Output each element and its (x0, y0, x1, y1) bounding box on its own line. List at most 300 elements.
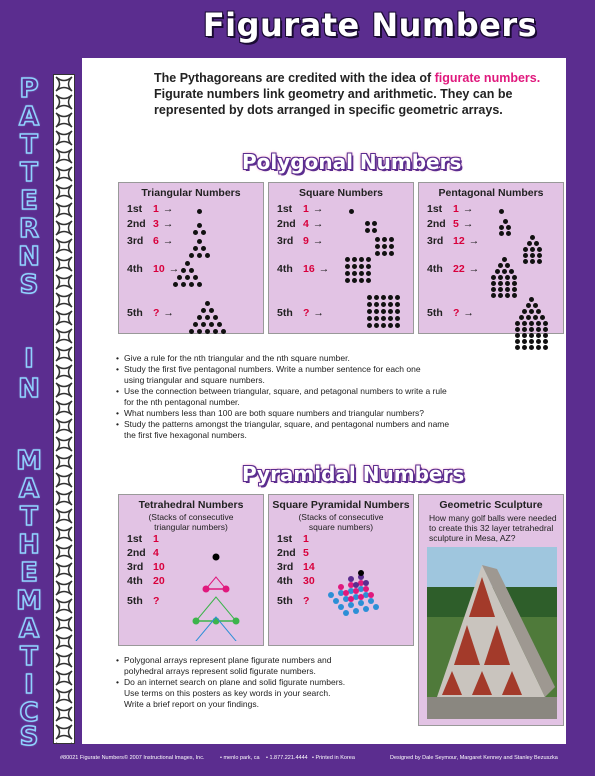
dot (530, 259, 535, 264)
dot (197, 329, 202, 334)
dot (359, 271, 364, 276)
dot (185, 275, 190, 280)
dot (388, 323, 393, 328)
dot (498, 287, 503, 292)
dot (365, 221, 370, 226)
dot (395, 323, 400, 328)
row-3 (427, 235, 479, 247)
arrow-icon: → (463, 307, 474, 319)
dot (366, 264, 371, 269)
dot (213, 315, 218, 320)
row-label: 3rd (277, 561, 294, 573)
dot (366, 278, 371, 283)
footer-credits: Designed by Dale Seymour, Margaret Kenney and Stanley Bezuszka (390, 755, 558, 761)
row-label: 4th (277, 263, 293, 275)
row-value: 16 (303, 263, 315, 275)
footer (60, 752, 590, 766)
arrow-icon: → (163, 307, 174, 319)
question-line: • What numbers less than 100 are both square numbers and triangular numbers? (124, 408, 425, 418)
dot (543, 321, 548, 326)
row-1 (277, 203, 323, 215)
dot (512, 275, 517, 280)
dot (536, 345, 541, 350)
dot (502, 257, 507, 262)
dot (359, 264, 364, 269)
dot (523, 247, 528, 252)
row-label: 1st (277, 203, 293, 215)
row-4 (127, 575, 165, 587)
dot (536, 333, 541, 338)
dot (367, 302, 372, 307)
dot (197, 209, 202, 214)
dot (534, 241, 539, 246)
side-letter: H (18, 530, 40, 560)
dot (515, 339, 520, 344)
dot (527, 241, 532, 246)
row-2 (127, 547, 159, 559)
row-4 (277, 263, 329, 275)
side-letter: T (20, 502, 38, 532)
intro-part1: The Pythagoreans are credited with the idea of (154, 71, 435, 85)
dot (491, 287, 496, 292)
row-5 (127, 307, 174, 319)
panel-square (268, 182, 414, 334)
dot (522, 333, 527, 338)
row-value: ? (303, 307, 310, 319)
sculpture-line: to create this 32 layer tetrahedral (429, 523, 554, 533)
dot (529, 297, 534, 302)
panel-title: Square Pyramidal Numbers (272, 499, 410, 511)
side-letter: E (20, 186, 38, 216)
dot (533, 303, 538, 308)
sculpture-text (429, 513, 559, 543)
dot (530, 247, 535, 252)
row-label: 5th (277, 307, 293, 319)
dot (201, 246, 206, 251)
celtic-knot-border (53, 74, 75, 744)
dot (526, 303, 531, 308)
row-1 (427, 203, 473, 215)
dot (529, 321, 534, 326)
dot (375, 244, 380, 249)
dot (503, 219, 508, 224)
panel-title: Square Numbers (298, 187, 384, 199)
side-letter: E (20, 558, 38, 588)
side-letter: T (20, 158, 38, 188)
question-line: Write a brief report on your findings. (124, 699, 259, 709)
dot (189, 253, 194, 258)
row-label: 1st (127, 533, 143, 545)
dot (499, 209, 504, 214)
dot (395, 302, 400, 307)
row-value: 1 (153, 203, 159, 215)
row-value: 22 (453, 263, 465, 275)
question-item (116, 419, 556, 441)
panel-title: Triangular Numbers (141, 187, 241, 199)
side-letter: T (20, 642, 38, 672)
dot (537, 247, 542, 252)
row-label: 4th (127, 263, 143, 275)
row-5 (277, 307, 324, 319)
row-value: 5 (453, 218, 459, 230)
panel-title: Tetrahedral Numbers (138, 499, 244, 511)
dot (205, 315, 210, 320)
dot (374, 316, 379, 321)
intro-highlight: figurate numbers. (434, 71, 541, 85)
dot (536, 327, 541, 332)
row-label: 3rd (127, 561, 144, 573)
dot (205, 253, 210, 258)
dot (536, 321, 541, 326)
polygonal-heading: Polygonal Numbers (242, 150, 462, 174)
dot (529, 327, 534, 332)
dot (491, 275, 496, 280)
dot (498, 281, 503, 286)
footer-copyright: © 2007 Instructional Images, Inc. (124, 755, 205, 761)
row-3 (277, 235, 323, 247)
dot (498, 263, 503, 268)
dot (529, 345, 534, 350)
arrow-icon: → (162, 235, 174, 247)
footer-location: • menlo park, ca (220, 755, 260, 761)
row-value: 14 (303, 561, 315, 573)
dot (193, 275, 198, 280)
dot (388, 295, 393, 300)
footer-printed: • Printed in Korea (312, 755, 355, 761)
dot (389, 237, 394, 242)
row-value: 10 (153, 263, 165, 275)
dot (349, 209, 354, 214)
subtitle-line: square numbers) (308, 522, 374, 532)
intro-text (154, 70, 554, 118)
sculpture-line: How many golf balls were needed (429, 513, 557, 523)
question-line: Use terms on this posters as key words in your search. (124, 688, 331, 698)
row-value: 1 (303, 203, 309, 215)
dot (388, 316, 393, 321)
content-area (82, 58, 566, 744)
question-item (116, 353, 556, 364)
dot (395, 295, 400, 300)
row-label: 3rd (427, 235, 444, 247)
dot (197, 282, 202, 287)
row-value: 4 (303, 218, 309, 230)
row-3 (127, 235, 173, 247)
subtitle-line: (Stacks of consecutive (298, 512, 384, 522)
dot (381, 295, 386, 300)
dot (177, 275, 182, 280)
pyramidal-heading: Pyramidal Numbers (242, 462, 465, 486)
dot (365, 228, 370, 233)
dot (201, 322, 206, 327)
footer-code: #80021 Figurate Numbers (60, 755, 124, 761)
dot (388, 309, 393, 314)
row-label: 2nd (427, 218, 446, 230)
row-1 (127, 533, 159, 545)
subtitle-line: (Stacks of consecutive (148, 512, 234, 522)
dot (352, 278, 357, 283)
dot (512, 287, 517, 292)
dot (515, 321, 520, 326)
question-line: • Study the first five pentagonal numbers. Write a number sentence for each one (124, 364, 421, 374)
row-label: 1st (277, 533, 293, 545)
row-label: 3rd (127, 235, 144, 247)
dot (537, 253, 542, 258)
side-letter: A (18, 614, 40, 644)
dot (345, 257, 350, 262)
question-line: using triangular and square numbers. (124, 375, 265, 385)
row-label: 2nd (127, 218, 146, 230)
row-value: 1 (303, 533, 309, 545)
row-value: 20 (153, 575, 165, 587)
dot (352, 264, 357, 269)
dot (519, 315, 524, 320)
dot (345, 264, 350, 269)
dot (197, 223, 202, 228)
dot (375, 237, 380, 242)
dot (374, 295, 379, 300)
row-4 (127, 263, 179, 275)
dot (352, 271, 357, 276)
arrow-icon: → (462, 203, 474, 215)
row-label: 2nd (127, 547, 146, 559)
row-label: 5th (127, 595, 143, 607)
question-line: • Do an internet search on plane and solid figurate numbers. (124, 677, 346, 687)
dot (375, 251, 380, 256)
side-letter: C (19, 698, 39, 728)
dot (491, 281, 496, 286)
dot (382, 237, 387, 242)
side-letter: S (19, 722, 39, 752)
dot (523, 253, 528, 258)
row-value: ? (153, 307, 160, 319)
question-item (116, 386, 556, 408)
side-letter: M (16, 446, 42, 476)
dot (374, 323, 379, 328)
dot (367, 316, 372, 321)
panel-tetrahedral (118, 494, 264, 646)
row-value: 6 (153, 235, 159, 247)
dot (366, 257, 371, 262)
sculpture-photo (427, 547, 557, 719)
panel-square-pyramidal (268, 494, 414, 646)
dot (366, 271, 371, 276)
dot (529, 339, 534, 344)
question-item (116, 655, 416, 677)
dot (359, 278, 364, 283)
row-value: 1 (453, 203, 459, 215)
dot (529, 309, 534, 314)
row-label: 4th (127, 575, 143, 587)
dot (205, 329, 210, 334)
side-banner-patterns-in-mathematics (10, 74, 48, 752)
dot (515, 333, 520, 338)
dot (213, 329, 218, 334)
side-letter: P (19, 74, 39, 104)
row-2 (277, 218, 323, 230)
question-line: • Polygonal arrays represent plane figurate numbers and (124, 655, 332, 665)
panel-pentagonal (418, 182, 564, 334)
dot (512, 281, 517, 286)
dot (173, 282, 178, 287)
row-1 (277, 533, 309, 545)
dot (193, 230, 198, 235)
dot (193, 322, 198, 327)
row-value: 5 (303, 547, 309, 559)
arrow-icon: → (468, 263, 480, 275)
row-value: 12 (453, 235, 465, 247)
question-line: • Study the patterns amongst the triangular, square, and pentagonal numbers and name (124, 419, 450, 429)
dot (509, 269, 514, 274)
dot (205, 301, 210, 306)
dot (185, 261, 190, 266)
side-letter: I (24, 670, 34, 700)
row-label: 1st (127, 203, 143, 215)
dot (381, 323, 386, 328)
sculpture-line: sculpture in Mesa, AZ? (429, 533, 516, 543)
dot (522, 345, 527, 350)
question-line: polyhedral arrays represent solid figurate numbers. (124, 666, 316, 676)
row-label: 1st (427, 203, 443, 215)
dot (181, 282, 186, 287)
row-value: 10 (153, 561, 165, 573)
dot (345, 271, 350, 276)
row-3 (127, 561, 165, 573)
intro-part2: Figurate numbers link geometry and arithmetic. They can be represented by dots arranged in specific geometric arrays. (154, 87, 513, 117)
dot (536, 339, 541, 344)
dot (209, 308, 214, 313)
subtitle-line: triangular numbers) (154, 522, 228, 532)
row-label: 4th (277, 575, 293, 587)
side-letter: A (18, 102, 40, 132)
side-letter: A (18, 474, 40, 504)
dot (382, 244, 387, 249)
dot (381, 316, 386, 321)
dot (543, 345, 548, 350)
dot (389, 244, 394, 249)
panel-subtitle (269, 512, 413, 532)
dot (522, 327, 527, 332)
dot (389, 251, 394, 256)
side-letter: T (20, 130, 38, 160)
dot (543, 327, 548, 332)
dot (395, 316, 400, 321)
question-item (116, 677, 416, 710)
arrow-icon: → (318, 263, 330, 275)
dot (193, 246, 198, 251)
dot (367, 309, 372, 314)
arrow-icon: → (162, 218, 174, 230)
question-line: for the nth pentagonal number. (124, 397, 240, 407)
tetrahedral-stack-icon (171, 551, 261, 641)
dot (498, 293, 503, 298)
row-label: 3rd (277, 235, 294, 247)
dot (388, 302, 393, 307)
dot (374, 302, 379, 307)
dot (523, 259, 528, 264)
dot (209, 322, 214, 327)
dot (543, 339, 548, 344)
dot (522, 321, 527, 326)
dot (189, 268, 194, 273)
dot (372, 221, 377, 226)
side-letter: S (19, 270, 39, 300)
dot (495, 269, 500, 274)
dot (502, 269, 507, 274)
row-value: 30 (303, 575, 315, 587)
dot (526, 315, 531, 320)
row-2 (427, 218, 473, 230)
arrow-icon: → (168, 263, 180, 275)
dot (197, 315, 202, 320)
dot (522, 339, 527, 344)
dot (374, 309, 379, 314)
dot (506, 225, 511, 230)
dot (498, 275, 503, 280)
row-2 (127, 218, 173, 230)
dot (505, 287, 510, 292)
row-label: 2nd (277, 218, 296, 230)
dot (181, 268, 186, 273)
row-value: 4 (153, 547, 159, 559)
row-label: 5th (277, 595, 293, 607)
row-label: 2nd (277, 547, 296, 559)
dot (506, 231, 511, 236)
row-value: 1 (153, 533, 159, 545)
dot (537, 259, 542, 264)
row-value: ? (153, 595, 160, 607)
row-value: 9 (303, 235, 309, 247)
dot (189, 282, 194, 287)
arrow-icon: → (468, 235, 480, 247)
row-4 (277, 575, 315, 587)
row-value: ? (453, 307, 460, 319)
row-2 (277, 547, 309, 559)
pyramidal-questions (116, 655, 416, 710)
arrow-icon: → (312, 218, 324, 230)
dot (533, 315, 538, 320)
dot (395, 309, 400, 314)
arrow-icon: → (313, 307, 324, 319)
dot (499, 225, 504, 230)
dot (345, 278, 350, 283)
dot (367, 323, 372, 328)
dot (512, 293, 517, 298)
panel-title: Pentagonal Numbers (438, 187, 544, 199)
dot (381, 309, 386, 314)
dot (540, 315, 545, 320)
question-item (116, 364, 556, 386)
dot (515, 345, 520, 350)
panel-title: Geometric Sculpture (439, 499, 543, 511)
dot (530, 253, 535, 258)
dot (505, 281, 510, 286)
dot (221, 329, 226, 334)
dot (499, 231, 504, 236)
dot (201, 308, 206, 313)
dot (381, 302, 386, 307)
dot (543, 333, 548, 338)
arrow-icon: → (312, 235, 324, 247)
dot (505, 263, 510, 268)
question-line: • Use the connection between triangular, square, and petagonal numbers to write a rule (124, 386, 447, 396)
side-letter: N (18, 374, 40, 404)
row-5 (427, 307, 474, 319)
dot (197, 253, 202, 258)
dot (522, 309, 527, 314)
dot (505, 275, 510, 280)
dot (359, 257, 364, 262)
knot-pattern-icon (54, 75, 74, 743)
